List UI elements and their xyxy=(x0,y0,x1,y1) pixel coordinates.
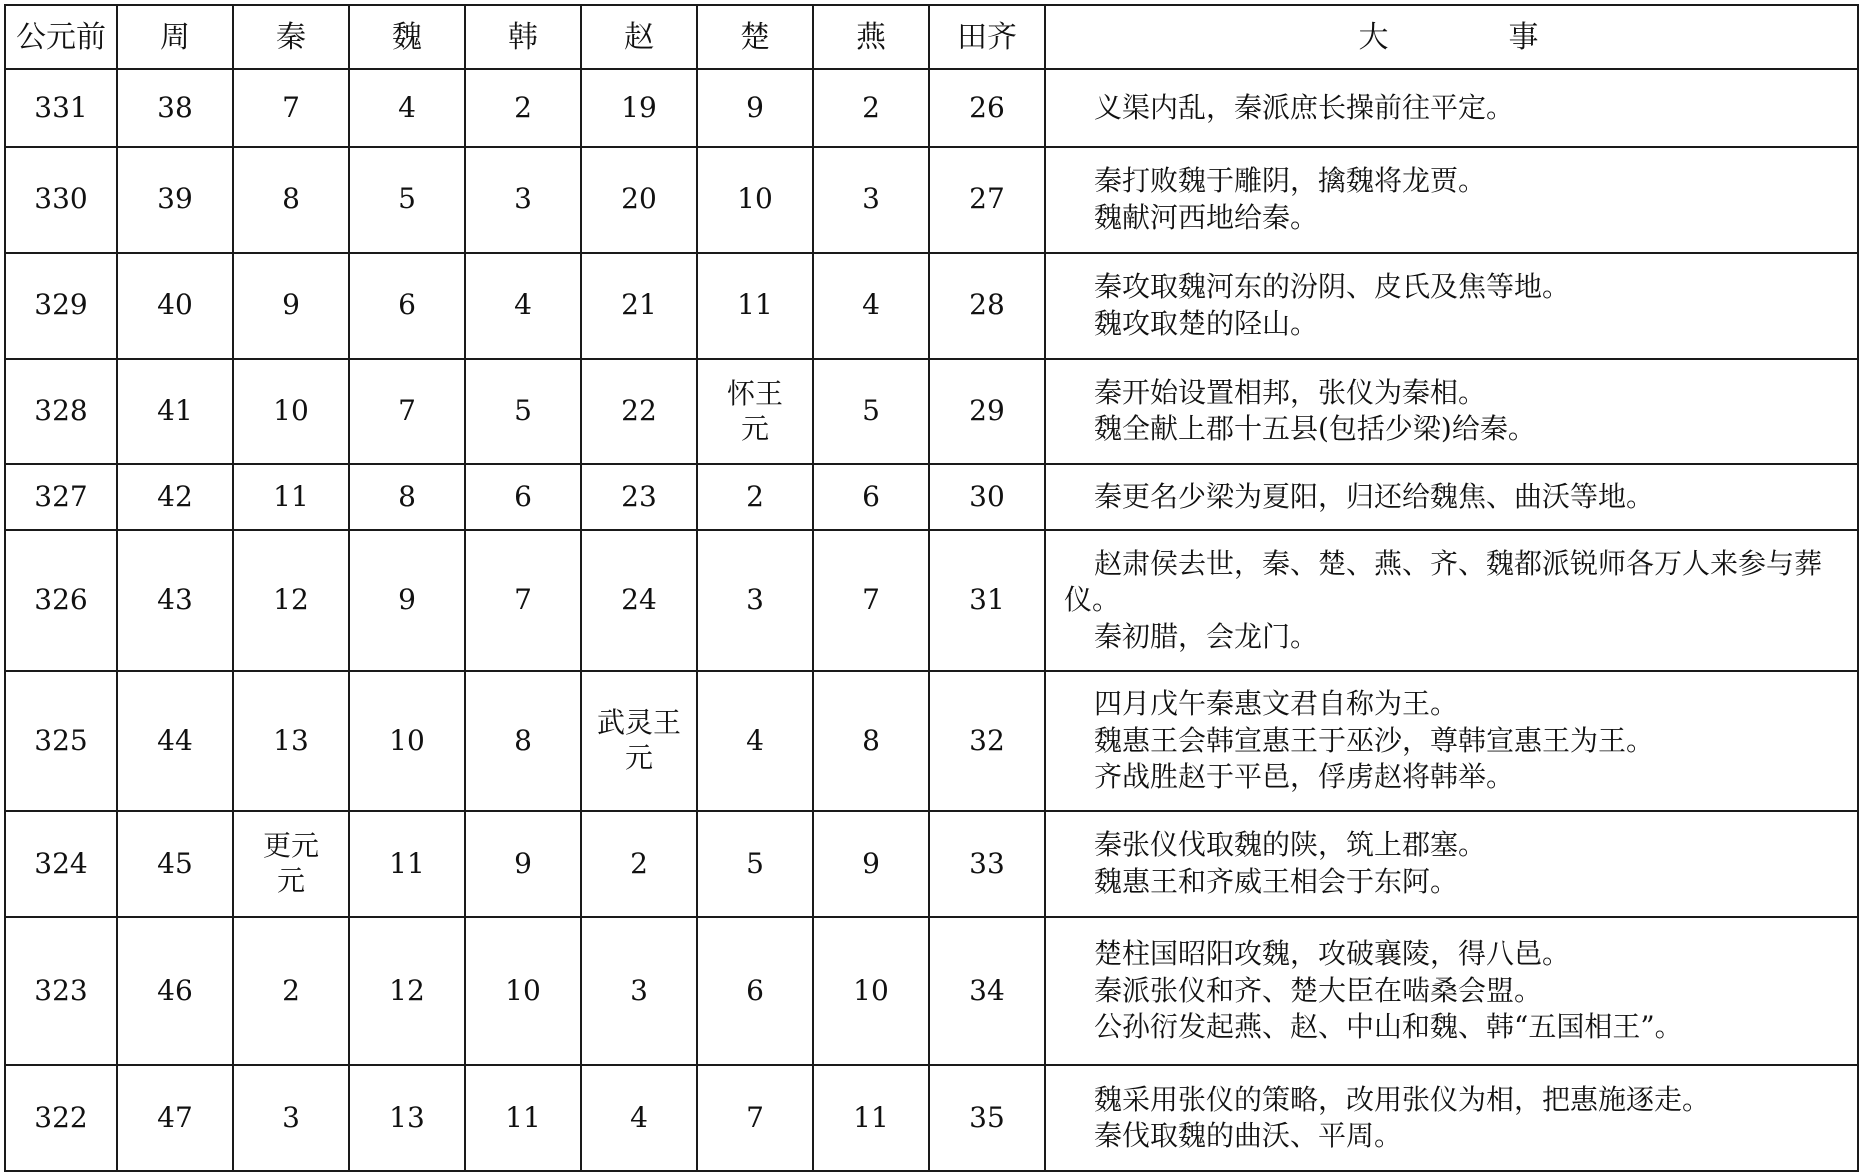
cell-qi: 27 xyxy=(929,147,1045,253)
cell-events xyxy=(1045,253,1858,359)
cell-year: 328 xyxy=(5,359,117,465)
cell-qi: 35 xyxy=(929,1065,1045,1171)
cell-qi: 26 xyxy=(929,69,1045,147)
cell-zhao: 4 xyxy=(581,1065,697,1171)
cell-zhou: 44 xyxy=(117,671,233,811)
event-line: 魏惠王会韩宣惠王于巫沙，尊韩宣惠王为王。 xyxy=(1094,723,1655,757)
cell-events xyxy=(1045,1065,1858,1171)
cell-events xyxy=(1045,671,1858,811)
cell-qi: 34 xyxy=(929,917,1045,1065)
cell-qin: 12 xyxy=(233,530,349,670)
cell-chu: 4 xyxy=(697,671,813,811)
cell-text-part: 元 xyxy=(740,411,769,445)
table-row xyxy=(5,671,1858,811)
cell-year: 330 xyxy=(5,147,117,253)
cell-zhou: 41 xyxy=(117,359,233,465)
cell-wei: 8 xyxy=(349,464,465,530)
table-row xyxy=(5,69,1858,147)
cell-yan: 8 xyxy=(813,671,929,811)
header-row xyxy=(5,5,1858,69)
cell-events xyxy=(1045,147,1858,253)
cell-zhao: 3 xyxy=(581,917,697,1065)
cell-zhao: 2 xyxy=(581,811,697,917)
cell-yan: 11 xyxy=(813,1065,929,1171)
cell-chu: 10 xyxy=(697,147,813,253)
cell-text-part: 元 xyxy=(624,741,653,775)
cell-year: 327 xyxy=(5,464,117,530)
cell-wei: 4 xyxy=(349,69,465,147)
cell-zhao: 20 xyxy=(581,147,697,253)
table-body xyxy=(5,69,1858,1171)
cell-qin xyxy=(233,811,349,917)
cell-year: 326 xyxy=(5,530,117,670)
cell-qi: 28 xyxy=(929,253,1045,359)
cell-year: 323 xyxy=(5,917,117,1065)
cell-zhou: 43 xyxy=(117,530,233,670)
event-line: 秦初腊，会龙门。 xyxy=(1094,619,1319,653)
cell-han: 10 xyxy=(465,917,581,1065)
cell-zhou: 47 xyxy=(117,1065,233,1171)
cell-chu: 5 xyxy=(697,811,813,917)
cell-yan: 9 xyxy=(813,811,929,917)
header-yan: 燕 xyxy=(813,5,929,69)
cell-zhao: 21 xyxy=(581,253,697,359)
cell-han: 11 xyxy=(465,1065,581,1171)
header-wei: 魏 xyxy=(349,5,465,69)
table-row xyxy=(5,147,1858,253)
cell-qin: 7 xyxy=(233,69,349,147)
cell-zhao: 23 xyxy=(581,464,697,530)
cell-wei: 11 xyxy=(349,811,465,917)
header-qin: 秦 xyxy=(233,5,349,69)
event-line: 魏攻取楚的陉山。 xyxy=(1094,306,1319,340)
event-line: 魏采用张仪的策略，改用张仪为相，把惠施逐走。 xyxy=(1094,1082,1711,1116)
event-line: 魏全献上郡十五县(包括少梁)给秦。 xyxy=(1094,412,1536,446)
table-row xyxy=(5,530,1858,670)
cell-zhou: 38 xyxy=(117,69,233,147)
event-line: 赵肃侯去世，秦、楚、燕、齐、魏都派锐师各万人来参与葬仪。 xyxy=(1064,546,1823,617)
cell-chu: 2 xyxy=(697,464,813,530)
event-line: 楚柱国昭阳攻魏，攻破襄陵，得八邑。 xyxy=(1094,937,1571,971)
cell-yan: 4 xyxy=(813,253,929,359)
cell-qin: 10 xyxy=(233,359,349,465)
cell-zhou: 39 xyxy=(117,147,233,253)
cell-han: 2 xyxy=(465,69,581,147)
cell-yan: 2 xyxy=(813,69,929,147)
cell-events xyxy=(1045,464,1858,530)
cell-events xyxy=(1045,530,1858,670)
cell-chu xyxy=(697,359,813,465)
event-line: 秦开始设置相邦，张仪为秦相。 xyxy=(1094,376,1487,410)
table-row xyxy=(5,359,1858,465)
cell-zhou: 46 xyxy=(117,917,233,1065)
chronology-table xyxy=(4,4,1859,1172)
cell-events xyxy=(1045,359,1858,465)
cell-yan: 3 xyxy=(813,147,929,253)
cell-qi: 32 xyxy=(929,671,1045,811)
cell-qi: 33 xyxy=(929,811,1045,917)
header-han: 韩 xyxy=(465,5,581,69)
cell-qi: 29 xyxy=(929,359,1045,465)
cell-han: 7 xyxy=(465,530,581,670)
cell-yan: 6 xyxy=(813,464,929,530)
table-row xyxy=(5,917,1858,1065)
cell-wei: 13 xyxy=(349,1065,465,1171)
cell-han: 6 xyxy=(465,464,581,530)
cell-text-part: 更元 xyxy=(262,829,319,863)
cell-chu: 6 xyxy=(697,917,813,1065)
event-line: 秦派张仪和齐、楚大臣在啮桑会盟。 xyxy=(1094,973,1543,1007)
cell-chu: 11 xyxy=(697,253,813,359)
header-qi: 田齐 xyxy=(929,5,1045,69)
header-zhao: 赵 xyxy=(581,5,697,69)
cell-year: 325 xyxy=(5,671,117,811)
cell-wei: 9 xyxy=(349,530,465,670)
cell-qin: 3 xyxy=(233,1065,349,1171)
cell-qin: 13 xyxy=(233,671,349,811)
cell-wei: 5 xyxy=(349,147,465,253)
event-line: 四月戊午秦惠文君自称为王。 xyxy=(1094,687,1459,721)
cell-han: 8 xyxy=(465,671,581,811)
cell-qin: 8 xyxy=(233,147,349,253)
event-line: 秦打败魏于雕阴，擒魏将龙贾。 xyxy=(1094,164,1487,198)
cell-text-part: 怀王 xyxy=(726,376,783,410)
cell-year: 329 xyxy=(5,253,117,359)
cell-han: 5 xyxy=(465,359,581,465)
event-line: 秦更名少梁为夏阳，归还给魏焦、曲沃等地。 xyxy=(1094,480,1655,514)
cell-wei: 6 xyxy=(349,253,465,359)
cell-qin: 11 xyxy=(233,464,349,530)
event-line: 魏惠王和齐威王相会于东阿。 xyxy=(1094,864,1459,898)
cell-wei: 10 xyxy=(349,671,465,811)
cell-qi: 30 xyxy=(929,464,1045,530)
event-line: 秦伐取魏的曲沃、平周。 xyxy=(1094,1119,1403,1153)
cell-wei: 7 xyxy=(349,359,465,465)
cell-han: 4 xyxy=(465,253,581,359)
event-line: 秦张仪伐取魏的陕，筑上郡塞。 xyxy=(1094,828,1487,862)
cell-events xyxy=(1045,69,1858,147)
cell-events xyxy=(1045,917,1858,1065)
cell-zhou: 40 xyxy=(117,253,233,359)
header-chu: 楚 xyxy=(697,5,813,69)
table-row xyxy=(5,1065,1858,1171)
cell-year: 331 xyxy=(5,69,117,147)
cell-text-part: 武灵王 xyxy=(596,706,681,740)
cell-yan: 5 xyxy=(813,359,929,465)
header-events: 大事 xyxy=(1045,5,1858,69)
cell-han: 9 xyxy=(465,811,581,917)
cell-events xyxy=(1045,811,1858,917)
table-row xyxy=(5,253,1858,359)
cell-wei: 12 xyxy=(349,917,465,1065)
event-line: 公孙衍发起燕、赵、中山和魏、韩“五国相王”。 xyxy=(1094,1010,1683,1044)
cell-zhou: 45 xyxy=(117,811,233,917)
header-zhou: 周 xyxy=(117,5,233,69)
cell-qin: 2 xyxy=(233,917,349,1065)
table-row xyxy=(5,464,1858,530)
cell-chu: 7 xyxy=(697,1065,813,1171)
cell-qin: 9 xyxy=(233,253,349,359)
table-row xyxy=(5,811,1858,917)
cell-qi: 31 xyxy=(929,530,1045,670)
header-year: 公元前 xyxy=(5,5,117,69)
event-line: 魏献河西地给秦。 xyxy=(1094,200,1319,234)
cell-han: 3 xyxy=(465,147,581,253)
cell-year: 322 xyxy=(5,1065,117,1171)
event-line: 秦攻取魏河东的汾阴、皮氏及焦等地。 xyxy=(1094,270,1571,304)
cell-zhao xyxy=(581,671,697,811)
cell-chu: 3 xyxy=(697,530,813,670)
cell-year: 324 xyxy=(5,811,117,917)
cell-zhou: 42 xyxy=(117,464,233,530)
cell-zhao: 22 xyxy=(581,359,697,465)
cell-zhao: 19 xyxy=(581,69,697,147)
cell-text-part: 元 xyxy=(276,864,305,898)
event-line: 齐战胜赵于平邑，俘虏赵将韩举。 xyxy=(1094,759,1515,793)
cell-yan: 10 xyxy=(813,917,929,1065)
cell-zhao: 24 xyxy=(581,530,697,670)
cell-chu: 9 xyxy=(697,69,813,147)
event-line: 义渠内乱，秦派庶长操前往平定。 xyxy=(1094,90,1515,124)
cell-yan: 7 xyxy=(813,530,929,670)
